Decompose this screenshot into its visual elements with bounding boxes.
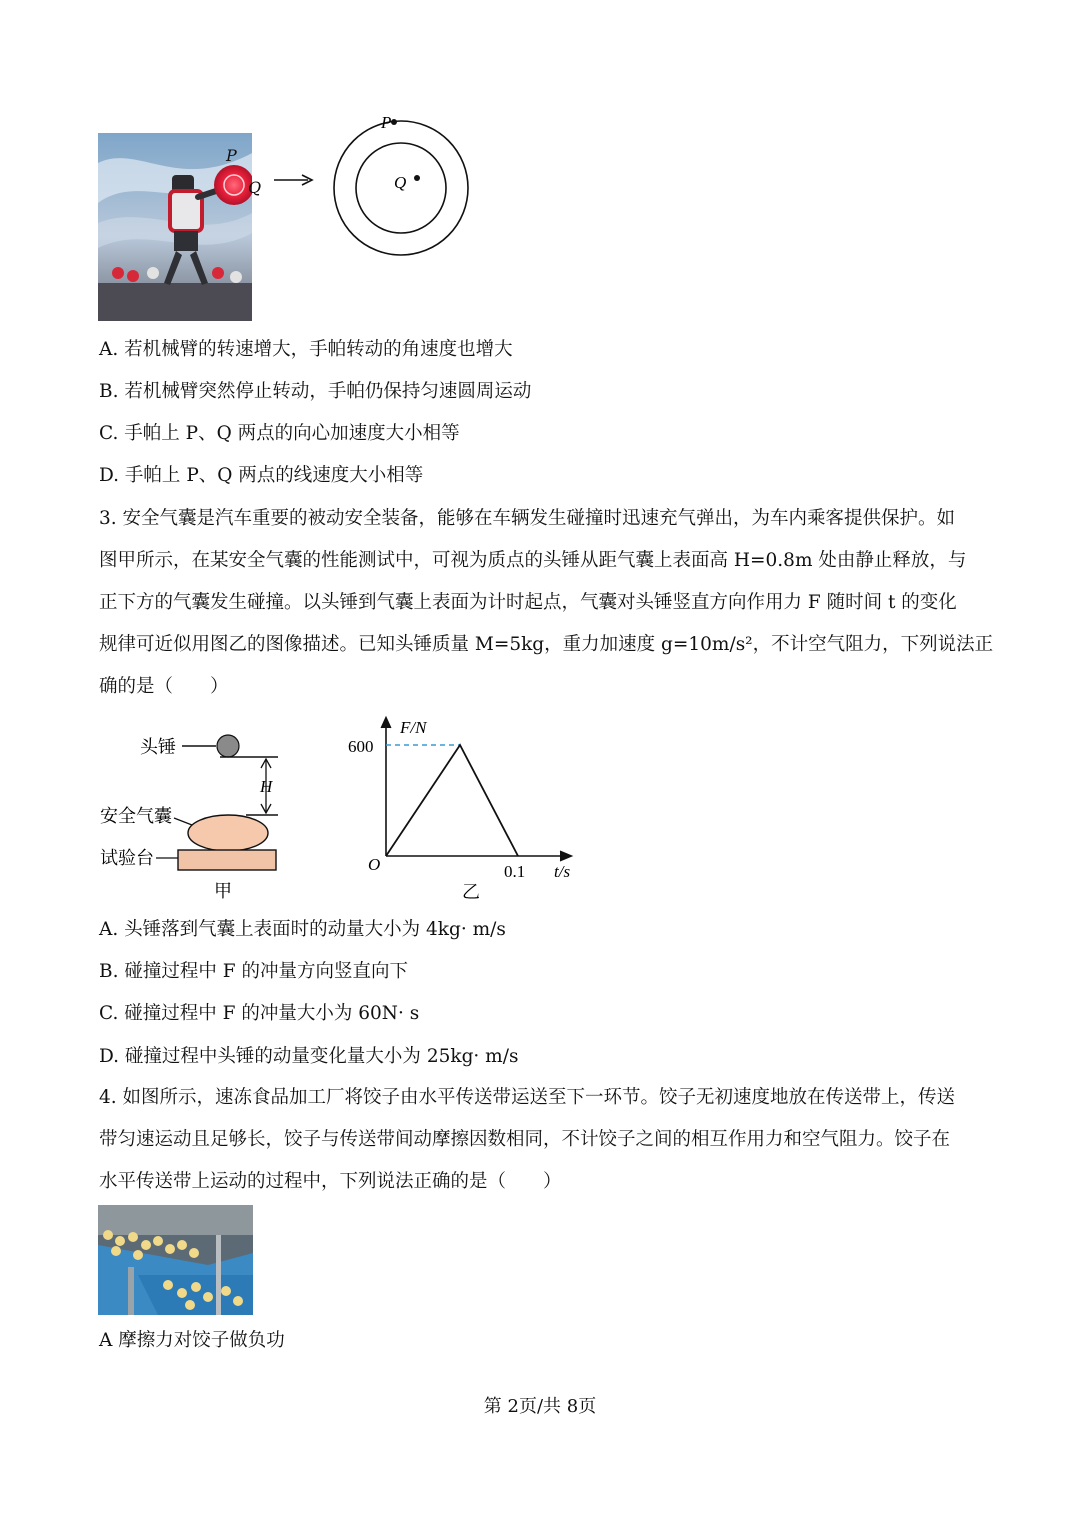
point-q — [414, 175, 420, 181]
q2-option-b: B. 若机械臂突然停止转动，手帕仍保持匀速圆周运动 — [99, 381, 532, 402]
q3-option-d: D. 碰撞过程中头锤的动量变化量大小为 25kg· m/s — [99, 1046, 519, 1067]
figure-jia — [96, 715, 296, 905]
label-height: H — [260, 777, 273, 796]
figure-yi-force-time-graph — [340, 712, 590, 904]
q3-line-4: 规律可近似用图乙的图像描述。已知头锤质量 M=5kg，重力加速度 g=10m/s²，不计空气阻力，下列说法正 — [99, 634, 994, 655]
origin-label: O — [368, 855, 381, 874]
q3-option-a: A. 头锤落到气囊上表面时的动量大小为 4kg· m/s — [99, 919, 506, 940]
q3-line-3: 正下方的气囊发生碰撞。以头锤到气囊上表面为计时起点，气囊对头锤竖直方向作用力 F 随时间 t 的变化 — [99, 592, 957, 613]
diagram-label-q: Q — [394, 173, 407, 192]
conveyor-photo — [98, 1205, 253, 1315]
concentric-circles-diagram — [326, 108, 476, 258]
q3-stem — [99, 498, 994, 708]
q3-option-c: C. 碰撞过程中 F 的冲量大小为 60N· s — [99, 1003, 420, 1024]
q2-option-d: D. 手帕上 P、Q 两点的线速度大小相等 — [99, 465, 424, 486]
q4-line-2: 带匀速运动且足够长，饺子与传送带间动摩擦因数相同，不计饺子之间的相互作用力和空气阻力。饺子在 — [99, 1129, 951, 1150]
q3-line-5: 确的是（ ） — [99, 676, 229, 697]
q4-option-a: A 摩擦力对饺子做负功 — [99, 1330, 285, 1351]
airbag-shape — [188, 815, 268, 851]
label-hammer: 头锤 — [140, 737, 176, 757]
caption-yi: 乙 — [462, 882, 480, 902]
q4-stem — [99, 1077, 984, 1203]
hammer-ball — [217, 735, 239, 757]
y-tick-600: 600 — [348, 737, 374, 756]
x-axis-label: t/s — [554, 862, 571, 881]
diagram-label-p: P — [381, 113, 392, 132]
label-table: 试验台 — [100, 848, 154, 868]
photo-label-p: P — [226, 146, 237, 165]
q4-line-3: 水平传送带上运动的过程中，下列说法正确的是（ ） — [99, 1171, 562, 1192]
point-p — [391, 119, 397, 125]
q4-line-1: 4. 如图所示，速冻食品加工厂将饺子由水平传送带运送至下一环节。饺子无初速度地放在传送带上，传送 — [99, 1087, 956, 1108]
x-tick-0-1: 0.1 — [504, 862, 526, 881]
page-footer: 第 2页/共 8页 — [483, 1396, 597, 1417]
y-axis-label: F/N — [400, 718, 427, 737]
force-curve — [386, 745, 518, 856]
caption-jia: 甲 — [214, 881, 232, 901]
q2-option-c: C. 手帕上 P、Q 两点的向心加速度大小相等 — [99, 423, 460, 444]
photo-label-q: Q — [248, 178, 262, 197]
q3-option-b: B. 碰撞过程中 F 的冲量方向竖直向下 — [99, 961, 408, 982]
test-table-shape — [178, 850, 276, 870]
label-airbag: 安全气囊 — [100, 806, 172, 826]
q2-option-a: A. 若机械臂的转速增大，手帕转动的角速度也增大 — [99, 339, 513, 360]
q3-line-2: 图甲所示，在某安全气囊的性能测试中，可视为质点的头锤从距气囊上表面高 H=0.8m 处由静止释放，与 — [99, 550, 967, 571]
arrow-right-icon — [272, 172, 316, 188]
q3-line-1: 3. 安全气囊是汽车重要的被动安全装备，能够在车辆发生碰撞时迅速充气弹出，为车内乘客提供保护。如 — [99, 508, 956, 529]
